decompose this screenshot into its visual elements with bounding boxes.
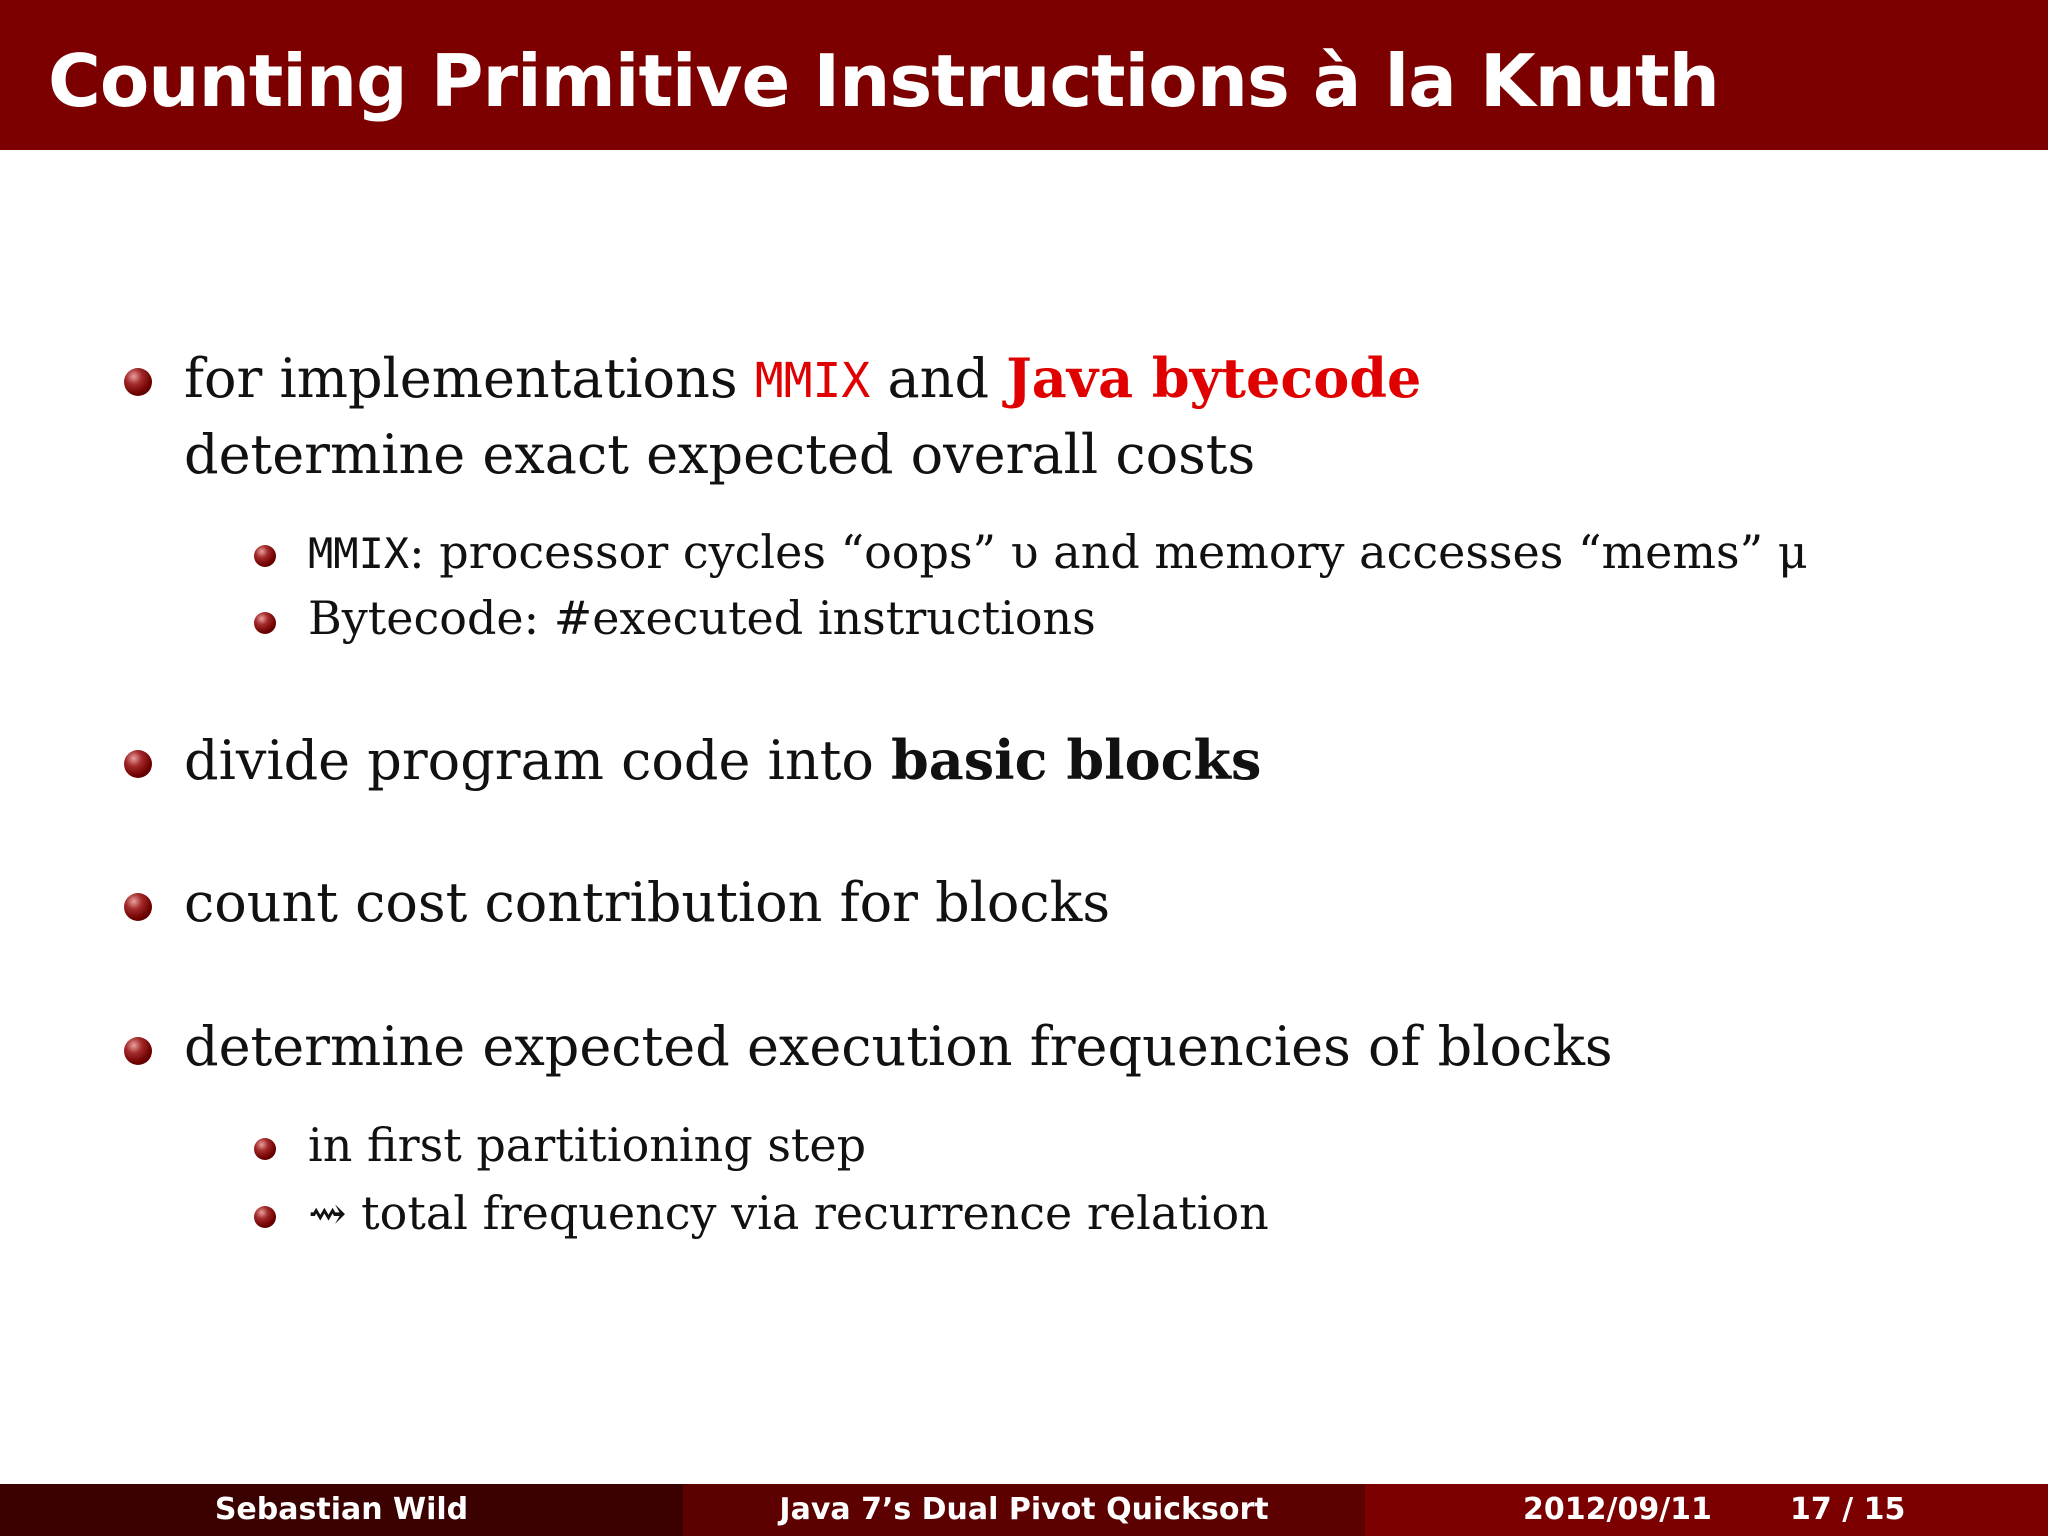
mmix-term: MMIX (754, 353, 871, 409)
bullet-ball-icon (124, 893, 152, 921)
bullet-1-line-2: determine exact expected overall costs (184, 423, 1256, 486)
bullet-1-sub-1 (308, 522, 1808, 584)
sub-bullet-ball-icon (254, 1206, 276, 1228)
footer-page-number: 17 / 15 (1790, 1492, 1906, 1527)
basic-blocks-term: basic blocks (891, 728, 1262, 792)
bullet-ball-icon (124, 1037, 152, 1065)
bullet-2-pre: divide program code into (184, 729, 892, 792)
mmix-label: MMIX (308, 529, 410, 578)
sub-bullet-ball-icon (254, 545, 276, 567)
bullet-4: determine expected execution frequencies of blocks (184, 1015, 1613, 1078)
sub-bullet-ball-icon (254, 1138, 276, 1160)
bullet-1-mid: and (870, 347, 1007, 410)
bullet-4-sub-1: in first partitioning step (308, 1118, 867, 1172)
bullet-2 (184, 725, 1261, 796)
slide-title: Counting Primitive Instructions à la Knuth (48, 39, 1719, 123)
java-bytecode-term: Java bytecode (1006, 346, 1422, 410)
footer-talk-title: Java 7’s Dual Pivot Quicksort (683, 1484, 1365, 1536)
sub-bullet-ball-icon (254, 612, 276, 634)
bullet-3: count cost contribution for blocks (184, 871, 1111, 934)
bullet-1-sub-2: Bytecode: #executed instructions (308, 591, 1096, 645)
bullet-4-sub-2: ⇝ total frequency via recurrence relation (308, 1186, 1269, 1240)
bullet-ball-icon (124, 750, 152, 778)
bullet-1-pre: for implementations (184, 347, 755, 410)
footer-author: Sebastian Wild (0, 1484, 683, 1536)
slide-footer (0, 1484, 2048, 1536)
bullet-ball-icon (124, 368, 152, 396)
footer-date: 2012/09/11 (1523, 1492, 1712, 1527)
bullet-1-sub-1-text: : processor cycles “oops” υ and memory accesses “mems” μ (409, 525, 1808, 579)
bullet-1-line-1 (184, 343, 1421, 416)
